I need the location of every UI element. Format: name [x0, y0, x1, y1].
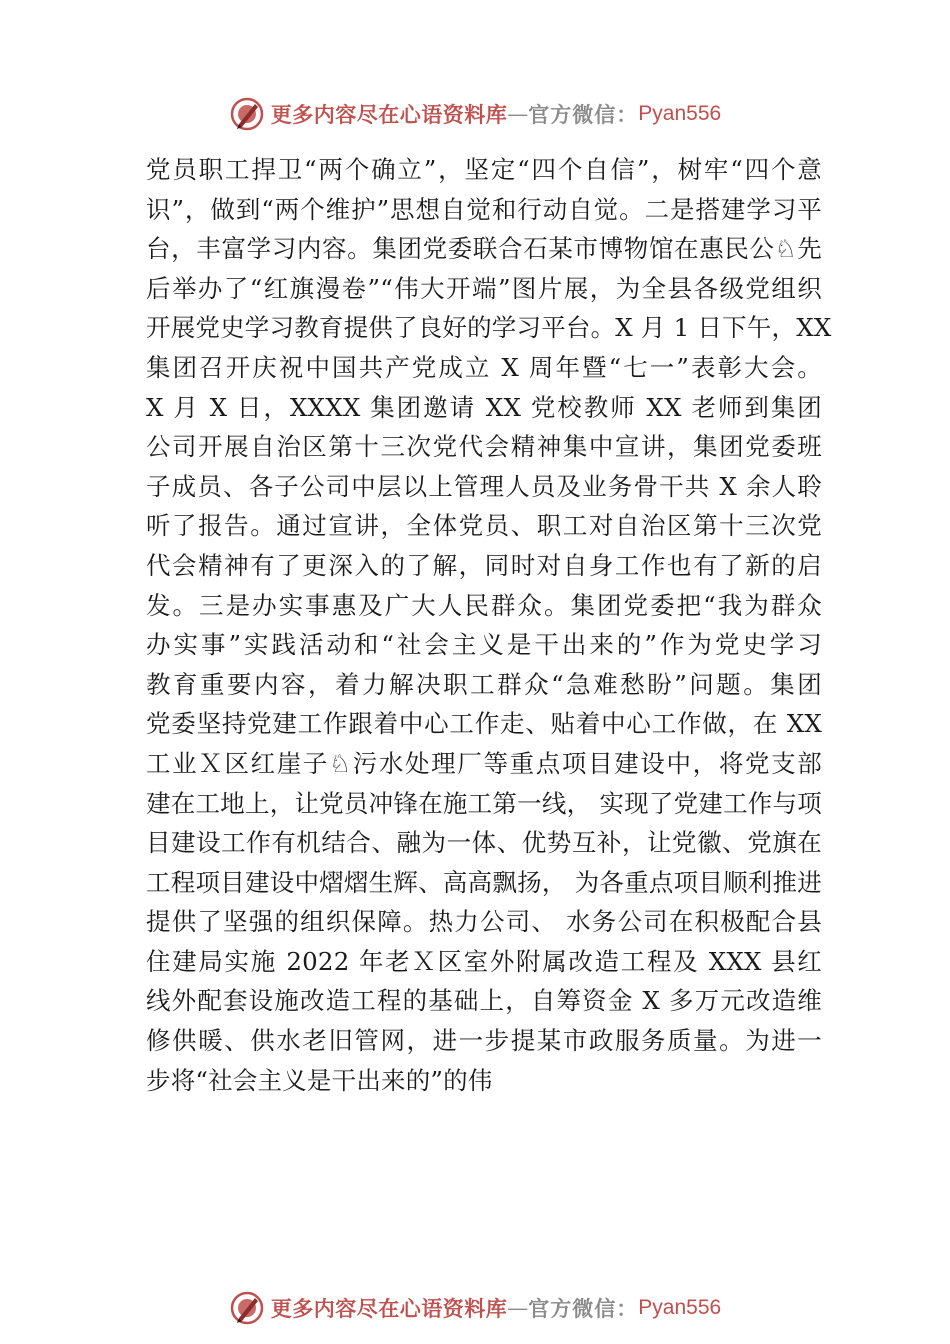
- body-line: 公司开展自治区第十三次党代会精神集中宣讲，集团党委班: [146, 432, 822, 462]
- body-line: 后举办了“红旗漫卷”“伟大开端”图片展，为全县各级党组织: [146, 273, 822, 303]
- body-line: 教育重要内容，着力解决职工群众“急难愁盼”问题。集团: [146, 669, 822, 699]
- body-line: 党委坚持党建工作跟着中心工作走、贴着中心工作做，在 XX: [146, 709, 822, 739]
- body-line: 子成员、各子公司中层以上管理人员及业务骨干共 X 余人聆: [146, 471, 822, 501]
- body-line-last: 步将“社会主义是干出来的”的伟: [146, 1065, 493, 1095]
- body-line: 线外配套设施改造工程的基础上，自筹资金 X 多万元改造维: [146, 986, 822, 1016]
- body-line: 发。三是办实事惠及广大人民群众。集团党委把“我为群众: [146, 590, 822, 620]
- footer-watermark: [0, 1286, 950, 1330]
- watermark-wechat-id: Pyan556: [638, 102, 722, 125]
- watermark-official-label: 官方微信：: [528, 102, 639, 127]
- body-line: 工业Ｘ区红崖子♘污水处理厂等重点项目建设中，将党支部: [146, 748, 822, 778]
- body-line: 集团召开庆祝中国共产党成立 X 周年暨“七一”表彰大会。: [146, 352, 822, 382]
- header-watermark: [0, 92, 950, 136]
- body-line: 识”，做到“两个维护”思想自觉和行动自觉。二是搭建学习平: [146, 194, 822, 224]
- body-line: 听了报告。通过宣讲，全体党员、职工对自治区第十三次党: [146, 511, 822, 541]
- watermark-separator: —: [507, 1296, 529, 1320]
- body-line: 提供了坚强的组织保障。热力公司、 水务公司在积极配合县: [146, 907, 822, 937]
- body-line: 党员职工捍卫“两个确立”，坚定“四个自信”，树牢“四个意: [146, 155, 822, 184]
- body-line: 台，丰富学习内容。集团党委联合石某市博物馆在惠民公♘先: [146, 234, 822, 264]
- watermark-brand-text: 更多内容尽在心语资料库: [270, 1296, 508, 1321]
- watermark-wechat-id: Pyan556: [638, 1296, 722, 1319]
- body-line: 住建局实施 2022 年老Ｘ区室外附属改造工程及 XXX 县红: [146, 946, 822, 976]
- watermark-separator: —: [507, 102, 529, 126]
- body-line: 办实事”实践活动和“社会主义是干出来的”作为党史学习: [146, 630, 822, 660]
- body-line: 建在工地上，让党员冲锋在施工第一线， 实现了党建工作与项: [146, 788, 822, 818]
- watermark-official-label: 官方微信：: [528, 1296, 639, 1321]
- body-line: 目建设工作有机结合、融为一体、优势互补，让党徽、党旗在: [146, 828, 822, 858]
- pen-circle-logo-icon: [229, 96, 265, 132]
- body-line: X 月 X 日，XXXX 集团邀请 XX 党校教师 XX 老师到集团: [146, 392, 822, 422]
- body-line: 开展党史学习教育提供了良好的学习平台。X 月 1 日下午，XX: [146, 313, 832, 343]
- body-line: 代会精神有了更深入的了解，同时对自身工作也有了新的启: [146, 550, 822, 580]
- body-line: 工程项目建设中熠熠生辉、高高飘扬， 为各重点项目顺利推进: [146, 867, 822, 897]
- pen-circle-logo-icon: [229, 1290, 265, 1326]
- body-line: 修供暖、供水老旧管网，进一步提某市政服务质量。为进一: [146, 1026, 822, 1056]
- document-body: [146, 150, 832, 1100]
- watermark-brand-text: 更多内容尽在心语资料库: [270, 102, 508, 127]
